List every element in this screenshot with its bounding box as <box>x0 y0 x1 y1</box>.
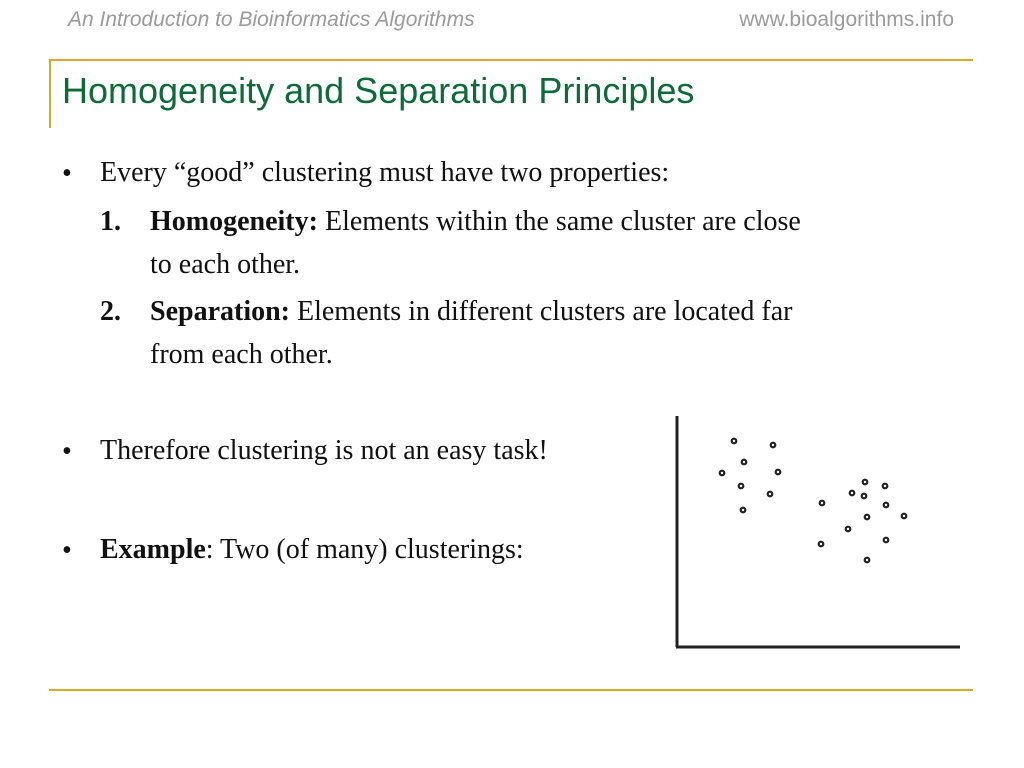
bullet-example <box>100 535 524 566</box>
separation-text-cont: from each other. <box>150 339 333 370</box>
term-homogeneity: Homogeneity: <box>150 206 318 237</box>
bullet-marker: • <box>62 436 72 467</box>
item-homogeneity <box>150 207 801 238</box>
item-number: 2. <box>100 296 121 327</box>
figure-background <box>640 398 1016 680</box>
header-course-title: An Introduction to Bioinformatics Algorithms <box>68 8 475 31</box>
homogeneity-text: Elements within the same cluster are close <box>324 206 801 237</box>
term-separation: Separation: <box>150 296 290 327</box>
bullet-marker: • <box>62 535 72 566</box>
footer-divider <box>49 689 973 691</box>
separation-text: Elements in different clusters are located far <box>297 296 793 327</box>
bullet-properties: Every “good” clustering must have two properties: <box>100 157 670 188</box>
item-number: 1. <box>100 206 121 237</box>
item-separation <box>150 297 792 328</box>
homogeneity-text-cont: to each other. <box>150 249 301 280</box>
slide-title: Homogeneity and Separation Principles <box>62 70 695 111</box>
bullet-not-easy: Therefore clustering is not an easy task! <box>100 435 548 466</box>
term-example: Example <box>100 534 206 565</box>
bullet-marker: • <box>62 158 72 189</box>
example-text: : Two (of many) clusterings: <box>205 534 524 565</box>
header-website: www.bioalgorithms.info <box>739 8 954 31</box>
cluster-scatter-figure <box>640 398 1016 680</box>
